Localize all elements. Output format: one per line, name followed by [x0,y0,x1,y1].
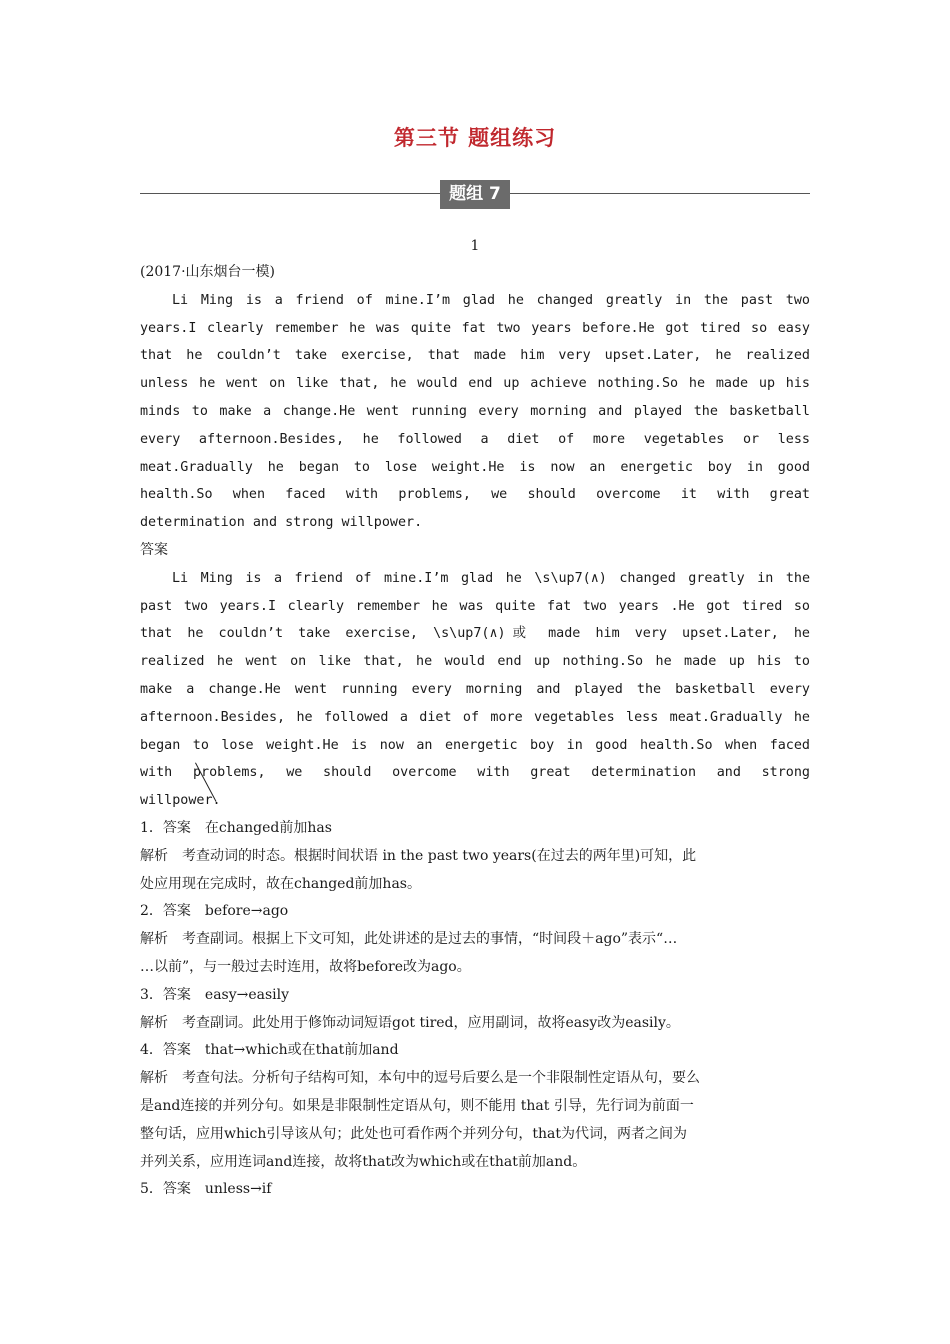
passage-line: meat.Gradually he began to lose weight.He is now an energetic boy in good [140,459,810,475]
answer-line: that he couldn’t take exercise, \s\up7(∧)或 made him very upset.Later, he [140,626,810,642]
explanation-line: 解析 考查副词。根据上下文可知，此处讲述的是过去的事情，“时间段＋ago”表示“… [140,931,678,948]
explanations [140,815,810,1204]
answer-item: 1．答案 在changed前加has [140,819,332,836]
answer-heading: 答案 [140,541,168,558]
group-badge: 题组 7 [440,180,510,209]
question-number: 1 [470,238,480,254]
answer-item: 3．答案 easy→easily [140,986,290,1003]
answer-line: with problems, we should overcome with great determination and strong [140,765,810,781]
answer-line: willpower. [140,793,221,809]
passage-line: determination and strong willpower. [140,515,423,531]
answer-line: realized he went on like that, he would end up nothing.So he made up his to [140,654,810,670]
explanation-line: 是and连接的并列分句。如果是非限制性定语从句，则不能用 that 引导，先行词为前面一 [140,1097,694,1114]
passage-line: that he couldn’t take exercise, that made him very upset.Later, he realized [140,348,810,364]
passage-line: every afternoon.Besides, he followed a diet of more vegetables or less [140,431,810,447]
answer-line: past two years.I clearly remember he was quite fat two years .He got tired so [140,598,810,614]
explanation-line: …以前”，与一般过去时连用，故将before改为ago。 [140,958,471,975]
answer-item: 2．答案 before→ago [140,903,289,920]
passage-line: minds to make a change.He went running every morning and played the basketball [140,403,810,419]
explanation-line: 解析 考查动词的时态。根据时间状语 in the past two years(在过去的两年里)可知，此 [140,847,697,864]
content-body [140,259,810,1204]
passage [140,287,810,537]
answer-line: make a change.He went running every morning and played the basketball every [140,681,810,697]
explanation-line: 解析 考查副词。此处用于修饰动词短语got tired，应用副词，故将easy改为easily。 [140,1014,680,1031]
passage-line: Li Ming is a friend of mine.I’m glad he changed greatly in the past two [172,292,810,308]
explanation-line: 解析 考查句法。分析句子结构可知，本句中的逗号后要么是一个非限制性定语从句，要么 [140,1070,700,1087]
passage-line: years.I clearly remember he was quite fat two years before.He got tired so easy [140,320,810,336]
passage-line: unless he went on like that, he would end up achieve nothing.So he made up his [140,376,810,392]
answer-item: 4．答案 that→which或在that前加and [140,1042,399,1059]
answer-line: afternoon.Besides, he followed a diet of more vegetables less meat.Gradually he [140,709,810,725]
answer-line: Li Ming is a friend of mine.I’m glad he \s\up7(∧) changed greatly in the [172,570,810,586]
explanation-line: 并列关系，应用连词and连接，故将that改为which或在that前加and。 [140,1153,587,1170]
source-line: (2017·山东烟台一模) [140,264,276,280]
passage-line: health.So when faced with problems, we should overcome it with great [140,487,810,503]
explanation-line: 整句话，应用which引导该从句；此处也可看作两个并列分句，that为代词，两者之间为 [140,1125,687,1142]
answer-line: began to lose weight.He is now an energetic boy in good health.So when faced [140,737,810,753]
section-title: 第三节 题组练习 [393,126,557,150]
answer-passage [140,565,810,815]
answer-item: 5．答案 unless→if [140,1181,272,1198]
explanation-line: 处应用现在完成时，故在changed前加has。 [140,875,421,892]
